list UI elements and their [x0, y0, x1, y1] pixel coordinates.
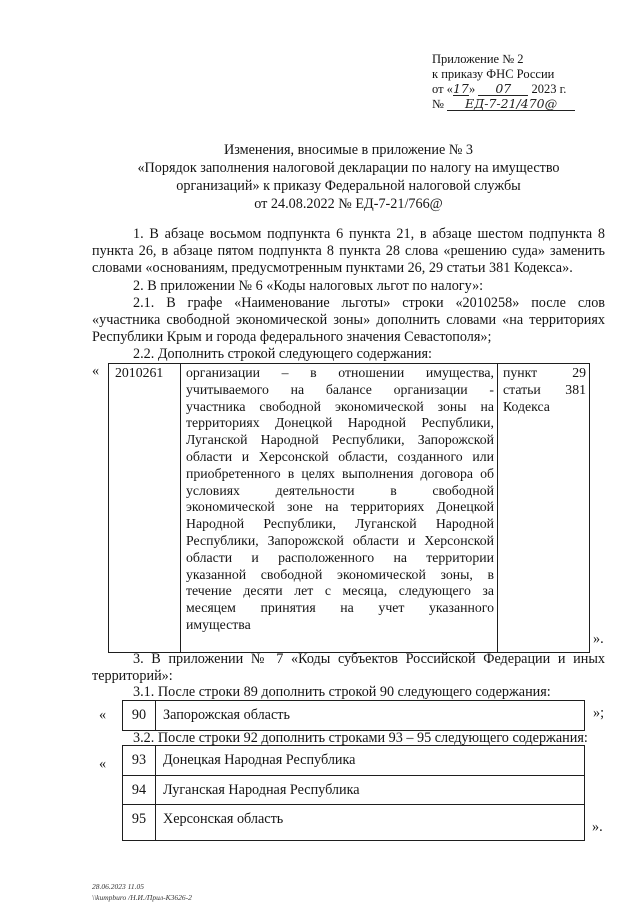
paragraph-1-line: словами «основаниям, предусмотренным пунктами 26, 29 статьи 381 Кодекса».: [92, 260, 573, 277]
description-line: течение десяти лет с месяца, следующего за: [186, 583, 494, 599]
order-number: [432, 97, 622, 112]
order-reference: к приказу ФНС России: [432, 67, 555, 81]
table-row: [123, 746, 584, 776]
description-line: учитываемого на балансе организации -: [186, 381, 494, 397]
table-open-quote: «: [99, 707, 107, 723]
table-row: [123, 701, 584, 730]
paragraph-2-1-line: 2.1. В графе «Наименование льготы» строки «2010258» после слов: [133, 294, 605, 311]
region-name-cell: Херсонская область: [163, 811, 284, 827]
table-row: [123, 805, 584, 840]
reference-line: статьи 381: [503, 381, 586, 397]
reference-line: пункт 29: [503, 365, 586, 380]
date-separator: »: [468, 82, 476, 96]
region-code-cell: 95: [123, 805, 156, 840]
description-line: экономической зоне на территориях Донецкой: [186, 499, 494, 515]
section-3-intro-line: 3. В приложении № 7 «Коды субъектов Российской Федерации и иных: [133, 651, 605, 667]
benefit-code: 2010261: [115, 365, 164, 380]
description-line: области и Херсонской области, созданного или: [186, 448, 494, 464]
description-line: приобретенного в целях выполнения договора об: [186, 465, 494, 481]
region-name-cell: Луганская Народная Республика: [163, 782, 360, 798]
benefit-description-cell: [181, 364, 498, 652]
section-3-text: [92, 651, 605, 701]
description-line: условиях деятельности в свободной: [186, 482, 494, 498]
subsection-3-1: 3.1. После строки 89 дополнить строкой 90 следующего содержания:: [133, 684, 551, 700]
paragraph-2-1-line: Республики Крым и города федерального значения Севастополя»;: [92, 329, 492, 346]
description-line: территориях Донецкой Народной Республики,: [186, 415, 494, 431]
paragraph-2-2: 2.2. Дополнить строкой следующего содержания:: [133, 346, 432, 363]
paragraph-1-line: пункта 26, в абзаце пятом подпункта 8 пункта 28 слова «решению суда» заменить: [92, 243, 605, 260]
title-line: «Порядок заполнения налоговой декларации по налогу на имущество: [137, 160, 560, 176]
print-timestamp: 28.06.2023 11.05: [92, 882, 144, 891]
table-close-quote: ».: [592, 819, 603, 835]
description-line: Народной Республики, Луганской Народной: [186, 516, 494, 532]
region-90-table: [122, 700, 585, 731]
body-text: [92, 226, 605, 364]
region-code-cell: 93: [123, 746, 156, 775]
section-3-intro-line: территорий»:: [92, 667, 173, 684]
region-name-cell: Запорожская область: [163, 707, 290, 723]
region-code-cell: 90: [123, 701, 156, 730]
subsection-3-2: 3.2. После строки 92 дополнить строками 93 – 95 следующего содержания:: [133, 730, 588, 746]
paragraph-2: 2. В приложении № 6 «Коды налоговых льгот по налогу»:: [133, 277, 484, 294]
file-reference: \\kumpburo /Н.И./Прил-К3626-2: [92, 893, 192, 902]
table-row: [123, 776, 584, 805]
region-code-cell: 94: [123, 776, 156, 804]
number-prefix: №: [432, 97, 444, 111]
title-line: Изменения, вносимые в приложение № 3: [223, 142, 474, 158]
description-line: Луганской Народной Республики, Запорожской: [186, 432, 494, 448]
benefit-code-cell: [109, 364, 181, 652]
benefit-code-table: [108, 363, 590, 653]
regions-93-95-table: [122, 745, 585, 841]
document-title: [92, 141, 605, 213]
region-name-cell: Донецкая Народная Республика: [163, 752, 356, 768]
handwritten-number: ЕД-7-21/470@: [447, 98, 575, 111]
order-date: [432, 82, 622, 97]
table-close-quote: ».: [593, 631, 604, 647]
description-line: участника свободной экономической зоны на: [186, 398, 494, 414]
description-line: месяцем принятия на учет указанного: [186, 600, 494, 616]
description-line: имущества: [186, 616, 251, 632]
approval-header: [432, 52, 622, 112]
paragraph-1-line: 1. В абзаце восьмом подпункта 6 пункта 21, в абзаце шестом подпункта 8: [133, 226, 605, 242]
handwritten-day: 17: [452, 81, 469, 96]
paragraph-2-1-line: «участника свободной экономической зоны» дополнить словами «на территориях: [92, 312, 605, 329]
table-close-quote: »;: [593, 705, 605, 721]
reference-line: Кодекса: [503, 398, 550, 414]
description-line: указанной свободной экономической зоны, в: [186, 566, 494, 582]
description-line: организации – в отношении имущества,: [186, 365, 494, 380]
title-line: организаций» к приказу Федеральной налоговой службы: [176, 178, 521, 194]
description-line: Республики, Запорожской области и Херсонской: [186, 532, 494, 548]
table-open-quote: «: [99, 756, 107, 772]
date-prefix: от «: [432, 82, 453, 96]
document-footer: [92, 881, 192, 903]
handwritten-month: 07: [478, 83, 528, 96]
title-line: от 24.08.2022 № ЕД-7-21/766@: [254, 196, 443, 212]
table-open-quote: «: [92, 363, 100, 379]
legal-reference-cell: [498, 364, 589, 652]
description-line: области и расположенного на территории: [186, 549, 494, 565]
appendix-label: Приложение № 2: [432, 52, 524, 66]
date-year: 2023 г.: [531, 82, 567, 96]
